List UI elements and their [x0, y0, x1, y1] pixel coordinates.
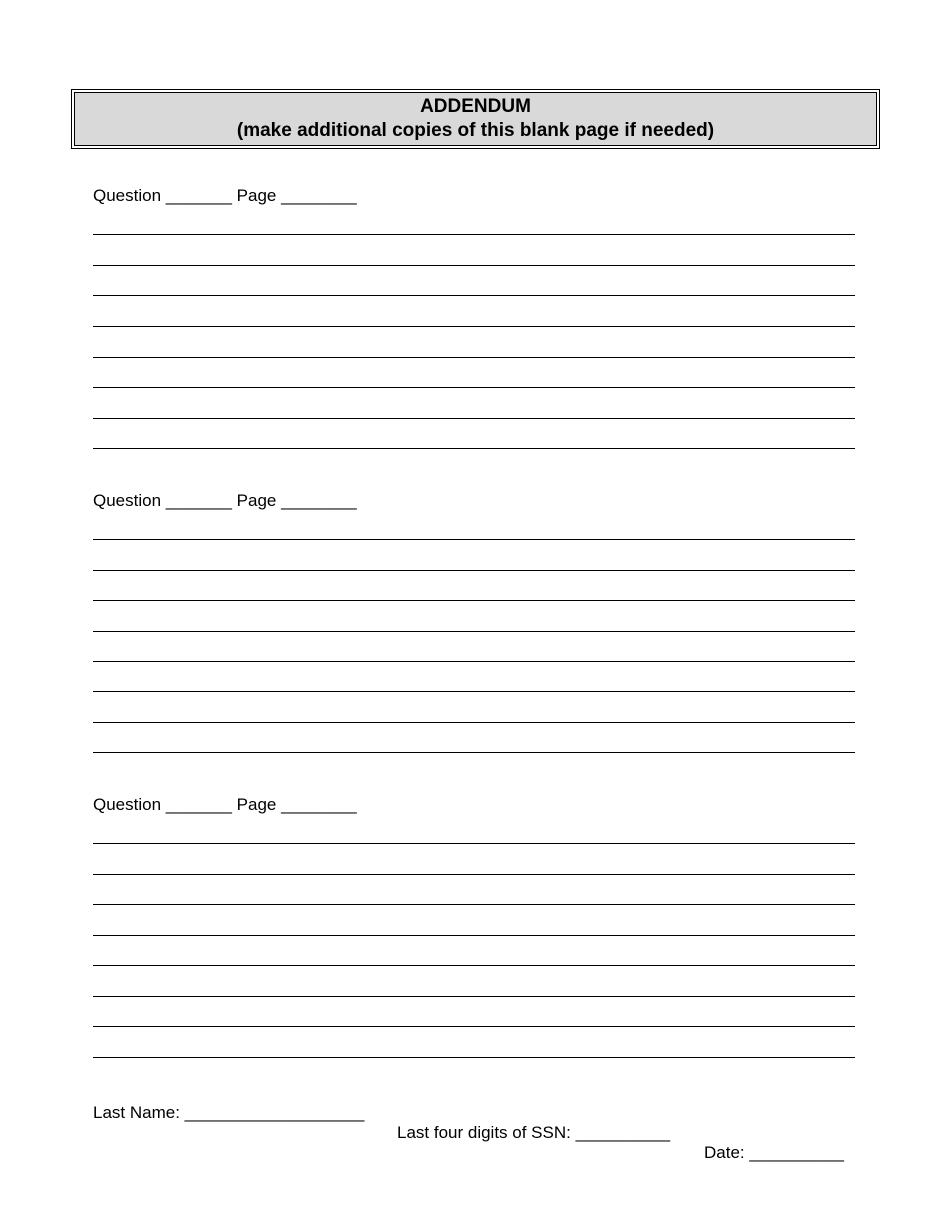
answer-line[interactable] [93, 874, 855, 875]
answer-line[interactable] [93, 722, 855, 723]
answer-line[interactable] [93, 539, 855, 540]
answer-line[interactable] [93, 570, 855, 571]
answer-line[interactable] [93, 843, 855, 844]
answer-line[interactable] [93, 996, 855, 997]
ssn-last-four-field[interactable]: Last four digits of SSN: __________ [397, 1123, 671, 1142]
answer-line[interactable] [93, 965, 855, 966]
answer-line[interactable] [93, 1057, 855, 1058]
question-page-label-2: Question _______ Page ________ [93, 491, 357, 510]
addendum-header [71, 89, 880, 149]
answer-line[interactable] [93, 600, 855, 601]
answer-line[interactable] [93, 418, 855, 419]
answer-line[interactable] [93, 691, 855, 692]
question-page-label-3: Question _______ Page ________ [93, 795, 357, 814]
footer-fields [93, 1083, 863, 1163]
answer-line[interactable] [93, 661, 855, 662]
answer-line[interactable] [93, 1026, 855, 1027]
answer-line[interactable] [93, 234, 855, 235]
answer-line[interactable] [93, 295, 855, 296]
answer-line[interactable] [93, 326, 855, 327]
answer-line[interactable] [93, 265, 855, 266]
answer-line[interactable] [93, 448, 855, 449]
addendum-subtitle: (make additional copies of this blank page if needed) [236, 120, 715, 141]
answer-line[interactable] [93, 387, 855, 388]
answer-line[interactable] [93, 631, 855, 632]
last-name-field[interactable]: Last Name: ___________________ [93, 1103, 365, 1122]
date-field[interactable]: Date: __________ [704, 1143, 844, 1162]
answer-line[interactable] [93, 935, 855, 936]
answer-line[interactable] [93, 752, 855, 753]
addendum-header-inner [74, 92, 877, 146]
answer-line[interactable] [93, 904, 855, 905]
question-page-label-1: Question _______ Page ________ [93, 186, 357, 205]
answer-line[interactable] [93, 357, 855, 358]
addendum-title: ADDENDUM [420, 96, 531, 117]
